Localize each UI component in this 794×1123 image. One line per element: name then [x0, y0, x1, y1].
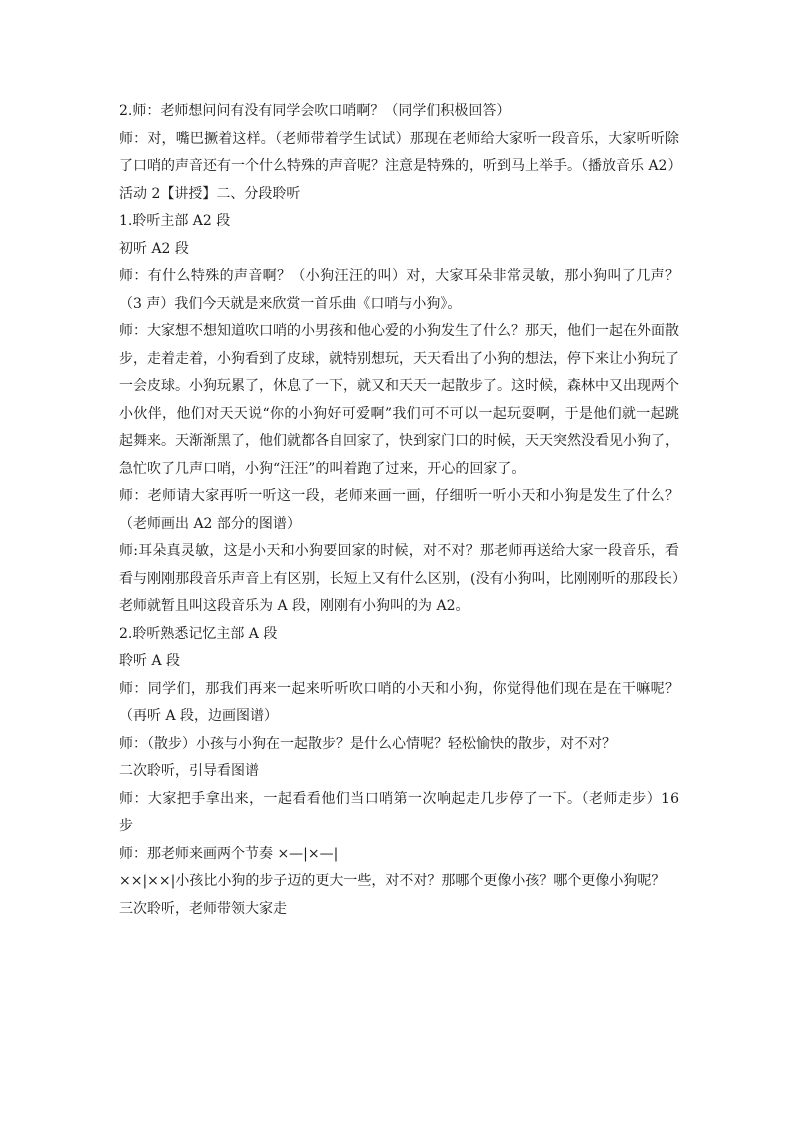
paragraph: 师：同学们，那我们再来一起来听听吹口哨的小天和小狗，你觉得他们现在是在干嘛呢？（再听 A 段，边画图谱） — [119, 680, 679, 724]
paragraph: 师：大家把手拿出来，一起看看他们当口哨第一次响起走几步停了一下。（老师走步）16 步 — [119, 790, 679, 834]
paragraph: 师：那老师来画两个节奏 ×—|×—| — [119, 845, 339, 862]
paragraph: 师：对，嘴巴撅着这样。（老师带着学生试试）那现在老师给大家听一段音乐，大家听听除了口哨的声音还有一个什么特殊的声音呢？注意是特殊的，听到马上举手。（播放音乐 A2） — [119, 130, 682, 174]
paragraph: 师：老师请大家再听一听这一段，老师来画一画，仔细听一听小天和小狗是发生了什么？（老师画出 A2 部分的图谱） — [119, 488, 679, 532]
subsection-heading: 1.聆听主部 A2 段 — [119, 213, 231, 229]
subsection-label: 初听 A2 段 — [119, 240, 189, 257]
document-body — [119, 98, 682, 923]
subsection-label: 二次聆听，引导看图谱 — [119, 763, 259, 779]
paragraph: 师:耳朵真灵敏，这是小天和小狗要回家的时候，对不对？那老师再送给大家一段音乐，看看与刚刚那段音乐声音上有区别，长短上又有什么区别，(没有小狗叫，比刚刚听的那段长）老师就暂且叫这段音乐为 A 段，刚刚有小狗叫的为 A2。 — [119, 543, 679, 614]
paragraph: 2.师：老师想问问有没有同学会吹口哨啊？（同学们积极回答） — [119, 103, 511, 119]
paragraph: 师：有什么特殊的声音啊？（小狗汪汪的叫）对，大家耳朵非常灵敏，那小狗叫了几声？（3 声）我们今天就是来欣赏一首乐曲《口哨与小狗》。 — [119, 268, 679, 312]
subsection-label: 聆听 A 段 — [119, 653, 181, 669]
paragraph: 师：（散步）小孩与小狗在一起散步？是什么心情呢？轻松愉快的散步，对不对？ — [119, 735, 616, 752]
subsection-label: 三次聆听，老师带领大家走 — [119, 900, 287, 917]
subsection-heading: 2.聆听熟悉记忆主部 A 段 — [119, 625, 278, 642]
section-heading: 活动 2【讲授】二、分段聆听 — [119, 185, 301, 202]
paragraph: ××|××|小孩比小狗的步子迈的更大一些，对不对？那哪个更像小孩？哪个更像小狗呢？ — [119, 873, 666, 889]
paragraph: 师：大家想不想知道吹口哨的小男孩和他心爱的小狗发生了什么？那天，他们一起在外面散步，走着走着，小狗看到了皮球，就特别想玩，天天看出了小狗的想法，停下来让小狗玩了一会皮球。小狗玩累了，休息了一下，就又和天天一起散步了。这时候，森林中又出现两个小伙伴，他们对天天说“你的小狗好可爱啊”我们可不可以一起玩耍啊，于是他们就一起跳起舞来。天渐渐黑了，他们就都各自回家了，快到家门口的时候，天天突然没看见小狗了，急忙吹了几声口哨，小狗“汪汪”的叫着跑了过来，开心的回家了。 — [119, 323, 679, 477]
